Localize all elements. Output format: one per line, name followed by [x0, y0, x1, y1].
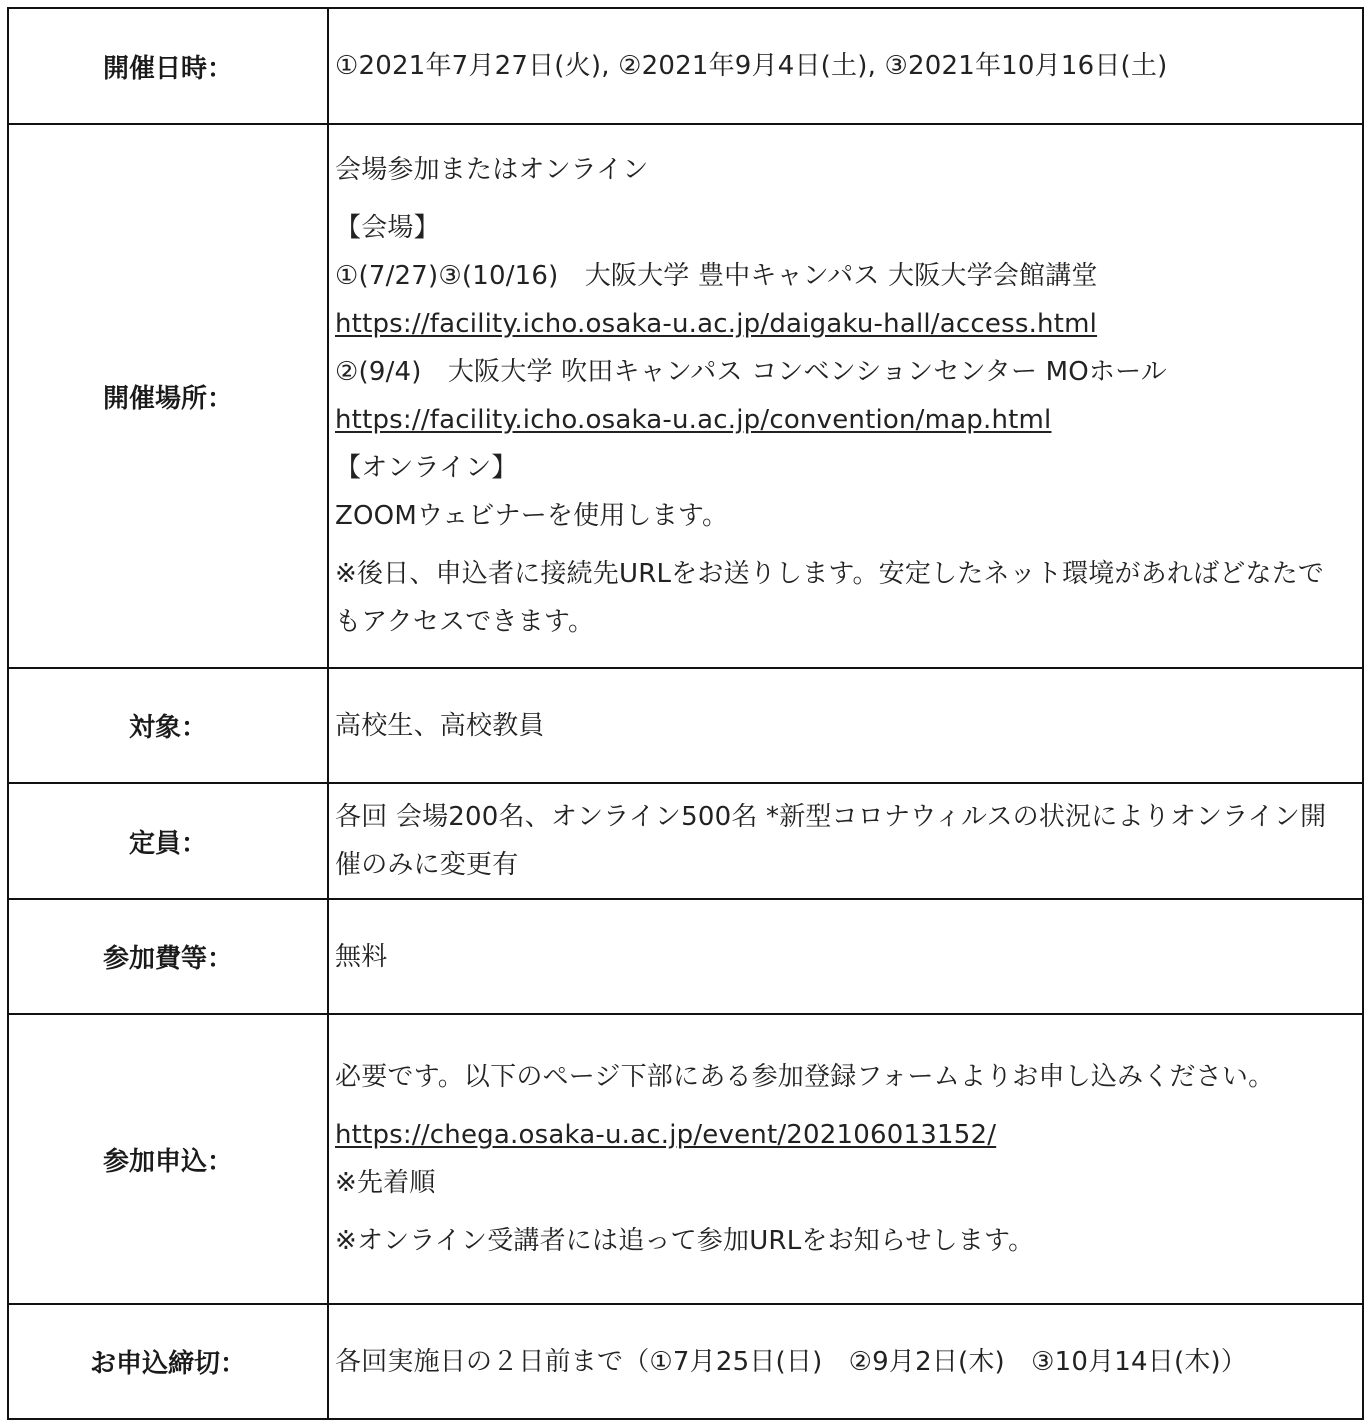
application-value — [328, 1014, 1363, 1304]
deadline-value: 各回実施日の２日前まで（①7月25日(日) ②9月2日(木) ③10月14日(木)） — [328, 1304, 1363, 1419]
venue2-link[interactable]: https://facility.icho.osaka-u.ac.jp/convention/map.html — [335, 405, 1052, 435]
venue-intro: 会場参加またはオンライン — [335, 155, 649, 185]
target-value: 高校生、高校教員 — [328, 668, 1363, 783]
application-link[interactable]: https://chega.osaka-u.ac.jp/event/202106013152/ — [335, 1120, 997, 1150]
event-info-table — [7, 7, 1364, 1420]
venue-label: 開催場所： — [8, 124, 328, 668]
target-label: 対象： — [8, 668, 328, 783]
capacity-label: 定員： — [8, 783, 328, 899]
venue-note: ※後日、申込者に接続先URLをお送りします。安定したネット環境があればどなたでもアクセスできます。 — [335, 559, 1325, 637]
venue-value — [328, 124, 1363, 668]
application-note-online: ※オンライン受講者には追って参加URLをお知らせします。 — [335, 1226, 1035, 1256]
row-date — [8, 8, 1363, 124]
venue2-text: ②(9/4) 大阪大学 吹田キャンパス コンベンションセンター MOホール — [335, 357, 1167, 387]
deadline-label: お申込締切： — [8, 1304, 328, 1419]
row-fee — [8, 899, 1363, 1014]
application-label: 参加申込： — [8, 1014, 328, 1304]
online-text: ZOOMウェビナーを使用します。 — [335, 501, 729, 531]
fee-value: 無料 — [328, 899, 1363, 1014]
application-note-first-come: ※先着順 — [335, 1168, 436, 1198]
row-target — [8, 668, 1363, 783]
date-value: ①2021年7月27日(火), ②2021年9月4日(土), ③2021年10月16日(土) — [328, 8, 1363, 124]
fee-label: 参加費等： — [8, 899, 328, 1014]
capacity-value: 各回 会場200名、オンライン500名 *新型コロナウィルスの状況によりオンライン開催のみに変更有 — [328, 783, 1363, 899]
row-deadline — [8, 1304, 1363, 1419]
application-text: 必要です。以下のページ下部にある参加登録フォームよりお申し込みください。 — [335, 1062, 1275, 1092]
online-heading: 【オンライン】 — [335, 453, 518, 483]
date-label: 開催日時： — [8, 8, 328, 124]
row-capacity — [8, 783, 1363, 899]
venue-heading: 【会場】 — [335, 213, 440, 243]
row-application — [8, 1014, 1363, 1304]
venue1-text: ①(7/27)③(10/16) 大阪大学 豊中キャンパス 大阪大学会館講堂 — [335, 261, 1098, 291]
row-venue — [8, 124, 1363, 668]
venue1-link[interactable]: https://facility.icho.osaka-u.ac.jp/daigaku-hall/access.html — [335, 309, 1098, 339]
